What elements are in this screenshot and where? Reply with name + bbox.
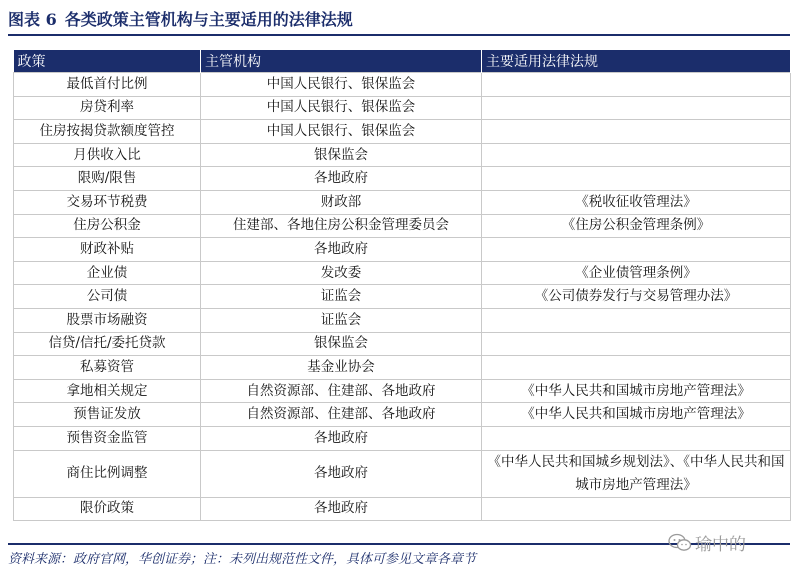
- table-row: [14, 96, 791, 120]
- policy-cell: 月供收入比: [14, 143, 201, 167]
- policy-cell: 股票市场融资: [14, 308, 201, 332]
- figure-title: [8, 6, 353, 30]
- laws-cell: [482, 308, 791, 332]
- authority-cell: 自然资源部、住建部、各地政府: [201, 379, 482, 403]
- laws-cell: 《企业债管理条例》: [482, 261, 791, 285]
- authority-cell: 银保监会: [201, 143, 482, 167]
- laws-cell: 《税收征收管理法》: [482, 190, 791, 214]
- laws-cell: [482, 497, 791, 521]
- header-laws: 主要适用法律法规: [482, 50, 791, 73]
- table-row: [14, 143, 791, 167]
- authority-cell: 银保监会: [201, 332, 482, 356]
- laws-cell: 《中华人民共和国城市房地产管理法》: [482, 379, 791, 403]
- laws-cell: [482, 143, 791, 167]
- laws-cell: [482, 356, 791, 380]
- authority-cell: 各地政府: [201, 450, 482, 497]
- table-row: [14, 190, 791, 214]
- policy-cell: 信贷/信托/委托贷款: [14, 332, 201, 356]
- policy-cell: 住房按揭贷款额度管控: [14, 120, 201, 144]
- authority-cell: 自然资源部、住建部、各地政府: [201, 403, 482, 427]
- policy-table: [13, 50, 791, 521]
- authority-cell: 中国人民银行、银保监会: [201, 120, 482, 144]
- source-note: 资料来源：政府官网，华创证券；注：未列出规范性文件，具体可参见文章各章节: [8, 552, 477, 567]
- laws-cell: [482, 167, 791, 191]
- table-body: [14, 73, 791, 521]
- authority-cell: 财政部: [201, 190, 482, 214]
- authority-cell: 发改委: [201, 261, 482, 285]
- policy-cell: 拿地相关规定: [14, 379, 201, 403]
- policy-cell: 财政补贴: [14, 238, 201, 262]
- table-row: [14, 450, 791, 497]
- laws-cell: 《中华人民共和国城乡规划法》、《中华人民共和国城市房地产管理法》: [482, 450, 791, 497]
- watermark: [668, 530, 746, 555]
- policy-cell: 预售资金监管: [14, 426, 201, 450]
- figure-number: 图表 6: [8, 9, 57, 29]
- laws-cell: [482, 96, 791, 120]
- table-row: [14, 214, 791, 238]
- table-row: [14, 403, 791, 427]
- laws-cell: 《住房公积金管理条例》: [482, 214, 791, 238]
- table-row: [14, 308, 791, 332]
- laws-cell: [482, 120, 791, 144]
- laws-cell: [482, 426, 791, 450]
- table-row: [14, 285, 791, 309]
- watermark-text: 瑜中的: [695, 535, 746, 555]
- authority-cell: 各地政府: [201, 238, 482, 262]
- policy-cell: 限购/限售: [14, 167, 201, 191]
- table-row: [14, 120, 791, 144]
- policy-cell: 预售证发放: [14, 403, 201, 427]
- authority-cell: 住建部、各地住房公积金管理委员会: [201, 214, 482, 238]
- laws-cell: [482, 332, 791, 356]
- authority-cell: 各地政府: [201, 426, 482, 450]
- authority-cell: 基金业协会: [201, 356, 482, 380]
- authority-cell: 中国人民银行、银保监会: [201, 96, 482, 120]
- table-row: [14, 238, 791, 262]
- table-row: [14, 379, 791, 403]
- policy-cell: 限价政策: [14, 497, 201, 521]
- authority-cell: 证监会: [201, 308, 482, 332]
- wechat-icon: [668, 533, 692, 553]
- policy-cell: 房贷利率: [14, 96, 201, 120]
- authority-cell: 中国人民银行、银保监会: [201, 73, 482, 97]
- table-row: [14, 332, 791, 356]
- laws-cell: 《中华人民共和国城市房地产管理法》: [482, 403, 791, 427]
- table-row: [14, 261, 791, 285]
- table-row: [14, 73, 791, 97]
- policy-cell: 交易环节税费: [14, 190, 201, 214]
- policy-cell: 住房公积金: [14, 214, 201, 238]
- laws-cell: [482, 238, 791, 262]
- laws-cell: [482, 73, 791, 97]
- header-authority: 主管机构: [201, 50, 482, 73]
- header-policy: 政策: [14, 50, 201, 73]
- table-row: [14, 167, 791, 191]
- table-header-row: [14, 50, 791, 73]
- figure-caption: 各类政策主管机构与主要适用的法律法规: [64, 9, 353, 29]
- policy-cell: 公司债: [14, 285, 201, 309]
- authority-cell: 各地政府: [201, 167, 482, 191]
- table-row: [14, 497, 791, 521]
- table-row: [14, 356, 791, 380]
- authority-cell: 各地政府: [201, 497, 482, 521]
- authority-cell: 证监会: [201, 285, 482, 309]
- table-row: [14, 426, 791, 450]
- policy-cell: 商住比例调整: [14, 450, 201, 497]
- policy-cell: 最低首付比例: [14, 73, 201, 97]
- policy-cell: 企业债: [14, 261, 201, 285]
- policy-cell: 私募资管: [14, 356, 201, 380]
- title-divider: [8, 34, 790, 36]
- laws-cell: 《公司债券发行与交易管理办法》: [482, 285, 791, 309]
